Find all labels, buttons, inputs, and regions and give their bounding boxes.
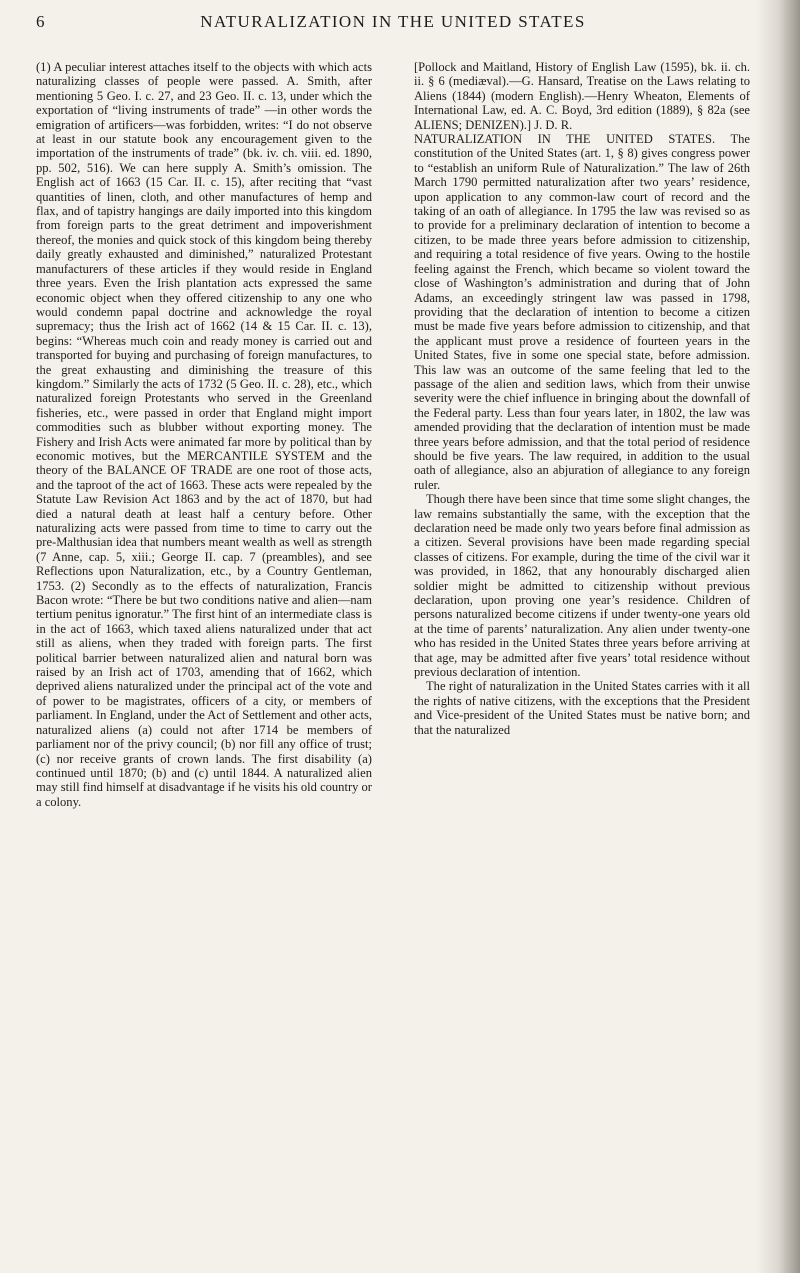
- section-paragraph-1: [414, 132, 750, 492]
- section-paragraph-3: The right of naturalization in the United States carries with it all the rights of native citizens, with the exceptions that the President and Vice-president of the United States must be native born; and that the naturalized: [414, 679, 750, 737]
- section-paragraph-2: Though there have been since that time some slight changes, the law remains substantially the same, with the exception that the declaration need be made only two years before final admission as a citizen. Several provisions have been made regarding special classes of citizens. For example, during the time of the civil war it was provided, in 1862, that any honourably discharged alien soldier might be admitted to citizenship without previous declaration, upon proving one year’s residence. Children of persons naturalized become citizens if under twenty-one years old at the time of parents’ naturalization. Any alien under twenty-one who has resided in the United States three years before arriving at that age, may be admitted after five years’ total residence without previous declaration of intention.: [414, 492, 750, 680]
- left-column-text: (1) A peculiar interest attaches itself to the objects with which acts naturalizing classes of people were passed. A. Smith, after mentioning 5 Geo. I. c. 27, and 23 Geo. II. c. 13, under which the exportation of “living instruments of trade” —in other words the emigration of artificers—was forbidden, writes: “I do not observe at least in our statute book any encouragement given to the importation of the instruments of trade” (bk. iv. ch. viii. ed. 1890, pp. 502, 516). We can here supply A. Smith’s omission. The English act of 1663 (15 Car. II. c. 15), after reciting that “vast quantities of linen, cloth, and other manufactures of hemp and flax, and of tapistry hangings are daily imported into this kingdom from foreign parts to the great detriment and impoverishment thereof, the monies and quick stock of this kingdom being thereby daily greatly exhausted and diminished,” naturalized Protestant manufacturers of these articles if they would reside in England three years. Even the Irish plantation acts expressed the same economic object when they offered citizenship to any one who would condemn papal doctrine and acknowledge the royal supremacy; thus the Irish act of 1662 (14 & 15 Car. II. c. 13), begins: “Whereas much coin and ready money is carried out and transported for buying and purchasing of foreign manufactures, to the great exhausting and diminishing the treasure of this kingdom.” Similarly the acts of 1732 (5 Geo. II. c. 28), etc., which naturalized foreign Protestants who served in the Greenland fisheries, etc., were passed in order that England might import commodities such as blubber without exporting money. The Fishery and Irish Acts were animated far more by political than by economic motives, but the MERCANTILE SYSTEM and the theory of the BALANCE OF TRADE are one root of those acts, and the taproot of the act of 1663. These acts were repealed by the Statute Law Revision Act 1863 and by the act of 1870, but had died a natural death at least half a century before. Other naturalizing acts were passed from time to time to carry out the pre-Malthusian idea that numbers meant wealth as well as strength (7 Anne, cap. 5, xiii.; George II. cap. 7 (preambles), and see Reflections upon Naturalization, etc., by a Country Gentleman, 1753. (2) Secondly as to the effects of naturalization, Francis Bacon wrote: “There be but two conditions native and alien—nam tertium penitus ignoratur.” The first hint of an intermediate class is in the act of 1663, which taxed aliens naturalized under that act still as aliens, when they traded with foreign parts. The first political barrier between naturalized alien and natural born was raised by an Irish act of 1703, amending that of 1662, which deprived aliens naturalized under the principal act of the vote and of power to be magistrates, officers of a city, or members of parliament. In England, under the Act of Settlement and other acts, naturalized aliens (a) could not after 1714 be members of parliament nor of the privy council; (b) nor fill any office of trust; (c) nor receive grants of crown lands. The first disability (a) continued until 1870; (b) and (c) until 1844. A naturalized alien may still find himself at disadvantage if he visits his old country or a colony.: [36, 60, 372, 809]
- left-column: [36, 60, 372, 809]
- page-header: [36, 10, 750, 36]
- section-heading: NATURALIZATION IN THE UNITED STATES.: [414, 132, 716, 147]
- right-column: [414, 60, 750, 737]
- page-number: 6: [36, 12, 45, 31]
- running-head: NATURALIZATION IN THE UNITED STATES: [200, 12, 586, 31]
- page-edge-shadow: [756, 0, 800, 1273]
- section-paragraph-1-text: The constitution of the United States (art. 1, § 8) gives congress power to “establish an uniform Rule of Naturalization.” The law of 26th March 1790 permitted naturalization after two years’ residence, upon application to any common-law court of record and the taking of an oath of allegiance. In 1795 the law was revised so as to provide for a preliminary declaration of intention to become a citizen, to be made three years before admission to citizenship, and requiring a total residence of five years. Owing to the hostile feeling against the French, which became so violent toward the close of Washington’s administration and during that of John Adams, an exceedingly stringent law was passed in 1798, providing that the declaration of intention to become a citizen must be made five years before admission to citizenship, and that the applicant must prove a residence of fourteen years in the United States, five in some one special state, before admission. This law was an outcome of the same feeling that led to the passage of the alien and sedition laws, which from their unwise severity were the chief influence in bringing about the downfall of the Federal party. Less than four years later, in 1802, the law was amended providing that the declaration of intention must be made three years before admission, and that the total period of residence should be five years. The law required, in addition to the usual oath of allegiance, also an abjuration of allegiance to any foreign ruler.: [414, 132, 750, 492]
- references-paragraph: [Pollock and Maitland, History of English Law (1595), bk. ii. ch. ii. § 6 (mediæval).—G. Hansard, Treatise on the Laws relating to Aliens (1844) (modern English).—Henry Wheaton, Elements of International Law, ed. A. C. Boyd, 3rd edition (1889), § 82a (see ALIENS; DENIZEN).] J. D. R.: [414, 60, 750, 132]
